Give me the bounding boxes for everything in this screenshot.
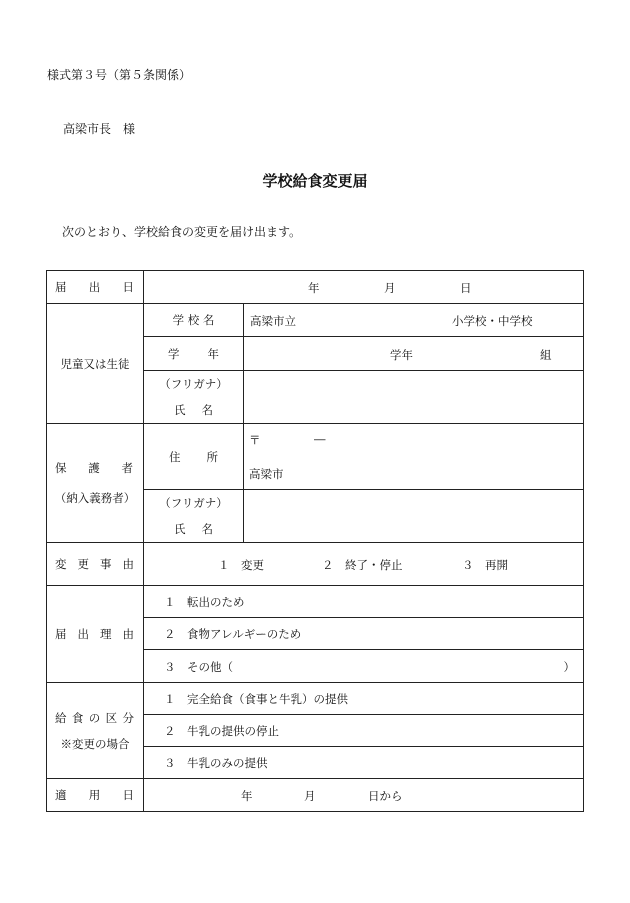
reason-option-1[interactable]: １ 転出のため <box>144 586 584 618</box>
effective-date-field[interactable] <box>144 779 584 812</box>
change-note: ※変更の場合 <box>60 736 130 751</box>
grade-label: 学 年 <box>144 337 244 371</box>
school-row <box>47 304 584 337</box>
day-label: 日 <box>460 281 472 295</box>
postal-dash: ― <box>314 432 326 446</box>
change-type-label: 変 更 事 由 <box>47 543 144 586</box>
meal-option-2[interactable]: ２ 牛乳の提供の停止 <box>144 715 584 747</box>
intro-text: 次のとおり、学校給食の変更を届け出ます。 <box>62 225 302 239</box>
page-title: 学校給食変更届 <box>262 172 368 190</box>
reason-label: 届 出 理 由 <box>47 586 144 683</box>
class-unit: 組 <box>540 348 552 362</box>
guardian-name-field[interactable] <box>244 490 584 543</box>
student-name-field[interactable] <box>244 371 584 424</box>
effective-date-label: 適 用 日 <box>47 779 144 812</box>
city-label: 高梁市 <box>249 467 284 481</box>
change-type-row <box>47 543 584 586</box>
month-label: 月 <box>304 789 316 803</box>
school-prefix: 高梁市立 <box>250 314 296 328</box>
meal-option-1[interactable]: １ 完全給食（食事と牛乳）の提供 <box>144 683 584 715</box>
school-name-field[interactable] <box>244 304 584 337</box>
meal-row-1 <box>47 683 584 715</box>
form-number: 様式第３号（第５条関係） <box>47 68 192 82</box>
filing-date-row <box>47 271 584 304</box>
month-label: 月 <box>384 281 396 295</box>
furigana-label: （フリガナ） <box>159 377 228 391</box>
close-paren: ） <box>563 660 575 674</box>
address-label: 住 所 <box>144 424 244 490</box>
address-field[interactable] <box>244 424 584 490</box>
furigana-label: （フリガナ） <box>159 496 228 510</box>
guardian-label: 保 護 者 （納入義務者） <box>47 424 144 543</box>
taxpayer-note: （納入義務者） <box>54 491 136 505</box>
form-table <box>46 270 584 812</box>
meal-option-3[interactable]: ３ 牛乳のみの提供 <box>144 747 584 779</box>
reason-option-2[interactable]: ２ 食物アレルギーのため <box>144 618 584 650</box>
grade-unit: 学年 <box>390 348 413 362</box>
grade-field[interactable] <box>244 337 584 371</box>
change-type-options <box>144 543 584 586</box>
addressee: 高梁市長 様 <box>63 122 136 136</box>
guardian-name-label: （フリガナ） 氏 名 <box>144 490 244 543</box>
year-label: 年 <box>241 789 253 803</box>
reason-option-3[interactable] <box>144 650 584 683</box>
filing-date-label: 届 出 日 <box>47 271 144 304</box>
school-suffix: 小学校・中学校 <box>452 314 533 328</box>
school-name-label: 学 校 名 <box>144 304 244 337</box>
guardian-address-row <box>47 424 584 490</box>
reason-row-1 <box>47 586 584 618</box>
filing-date-field[interactable] <box>144 271 584 304</box>
postal-mark-icon: 〒 <box>249 433 261 447</box>
other-label: ３ その他（ <box>164 660 233 674</box>
meal-category-label: 給 食 の 区 分 ※変更の場合 <box>47 683 144 779</box>
day-from-label: 日から <box>368 789 403 803</box>
change-option-3[interactable]: ３ 再開 <box>462 558 508 572</box>
change-option-1[interactable]: １ 変更 <box>218 558 264 572</box>
effective-date-row <box>47 779 584 812</box>
student-label: 児童又は生徒 <box>47 304 144 424</box>
change-option-2[interactable]: ２ 終了・停止 <box>322 558 403 572</box>
year-label: 年 <box>308 281 320 295</box>
student-name-label: （フリガナ） 氏 名 <box>144 371 244 424</box>
